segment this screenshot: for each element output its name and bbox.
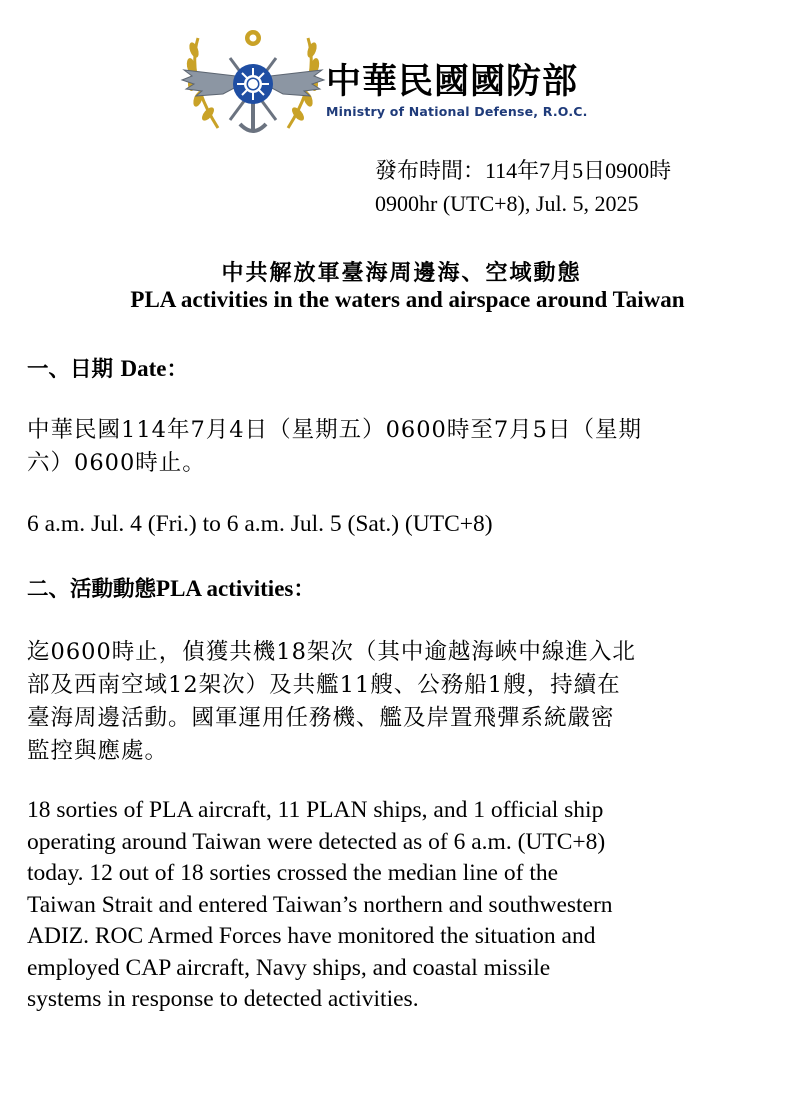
date-paragraph-cn bbox=[27, 414, 767, 480]
mnd-emblem-icon bbox=[178, 28, 328, 140]
date-paragraph-en bbox=[27, 509, 772, 541]
paragraph-line: systems in response to detected activities. bbox=[27, 986, 419, 1012]
release-time-en: 0900hr (UTC+8), Jul. 5, 2025 bbox=[375, 191, 639, 216]
paragraph-line: today. 12 out of 18 sorties crossed the median line of the bbox=[27, 860, 559, 886]
section-activities-heading-cn: 二、活動動態 bbox=[27, 577, 157, 602]
paragraph-line: employed CAP aircraft, Navy ships, and coastal missile bbox=[27, 954, 551, 981]
paragraph-line: 臺海周邊活動。國軍運用任務機、艦及岸置飛彈系統嚴密 bbox=[27, 705, 615, 731]
paragraph-line: 6 a.m. Jul. 4 (Fri.) to 6 a.m. Jul. 5 (Sat.) (UTC+8) bbox=[27, 511, 493, 537]
ministry-name-cn: 中華民國國防部 bbox=[326, 62, 579, 102]
paragraph-line: 中華民國114年7月4日（星期五）0600時至7月5日（星期 bbox=[27, 417, 642, 443]
release-time bbox=[375, 154, 671, 220]
section-date-heading-en: Date bbox=[120, 356, 167, 381]
section-activities-heading bbox=[27, 572, 315, 603]
section-activities-heading-colon: ： bbox=[293, 577, 315, 602]
paragraph-line: ADIZ. ROC Armed Forces have monitored the situation and bbox=[27, 923, 596, 949]
release-time-cn: 發布時間：114年7月5日0900時 bbox=[375, 158, 672, 183]
section-date-heading bbox=[27, 352, 188, 383]
ministry-name-en: Ministry of National Defense, R.O.C. bbox=[326, 104, 588, 119]
paragraph-line: Taiwan Strait and entered Taiwan’s northern and southwestern bbox=[27, 891, 613, 918]
paragraph-line: 18 sorties of PLA aircraft, 11 PLAN ships, and 1 official ship bbox=[27, 797, 604, 823]
activities-paragraph-en bbox=[27, 795, 772, 1016]
section-date-heading-colon: ： bbox=[166, 357, 189, 382]
paragraph-line: 六）0600時止。 bbox=[27, 450, 206, 476]
paragraph-line: operating around Taiwan were detected as of 6 a.m. (UTC+8) bbox=[27, 828, 606, 855]
document-title-en: PLA activities in the waters and airspace around Taiwan bbox=[130, 287, 685, 312]
activities-paragraph-cn bbox=[27, 636, 767, 768]
section-activities-heading-en: PLA activities bbox=[156, 576, 294, 601]
paragraph-line: 監控與應處。 bbox=[27, 738, 169, 764]
paragraph-line: 迄0600時止，偵獲共機18架次（其中逾越海峽中線進入北 bbox=[27, 639, 636, 665]
section-date-heading-cn: 一、日期 bbox=[27, 357, 114, 382]
ministry-header bbox=[178, 28, 638, 148]
document-title-cn: 中共解放軍臺海周邊海、空域動態 bbox=[221, 261, 582, 286]
paragraph-line: 部及西南空域12架次）及共艦11艘、公務船1艘，持續在 bbox=[27, 672, 621, 698]
